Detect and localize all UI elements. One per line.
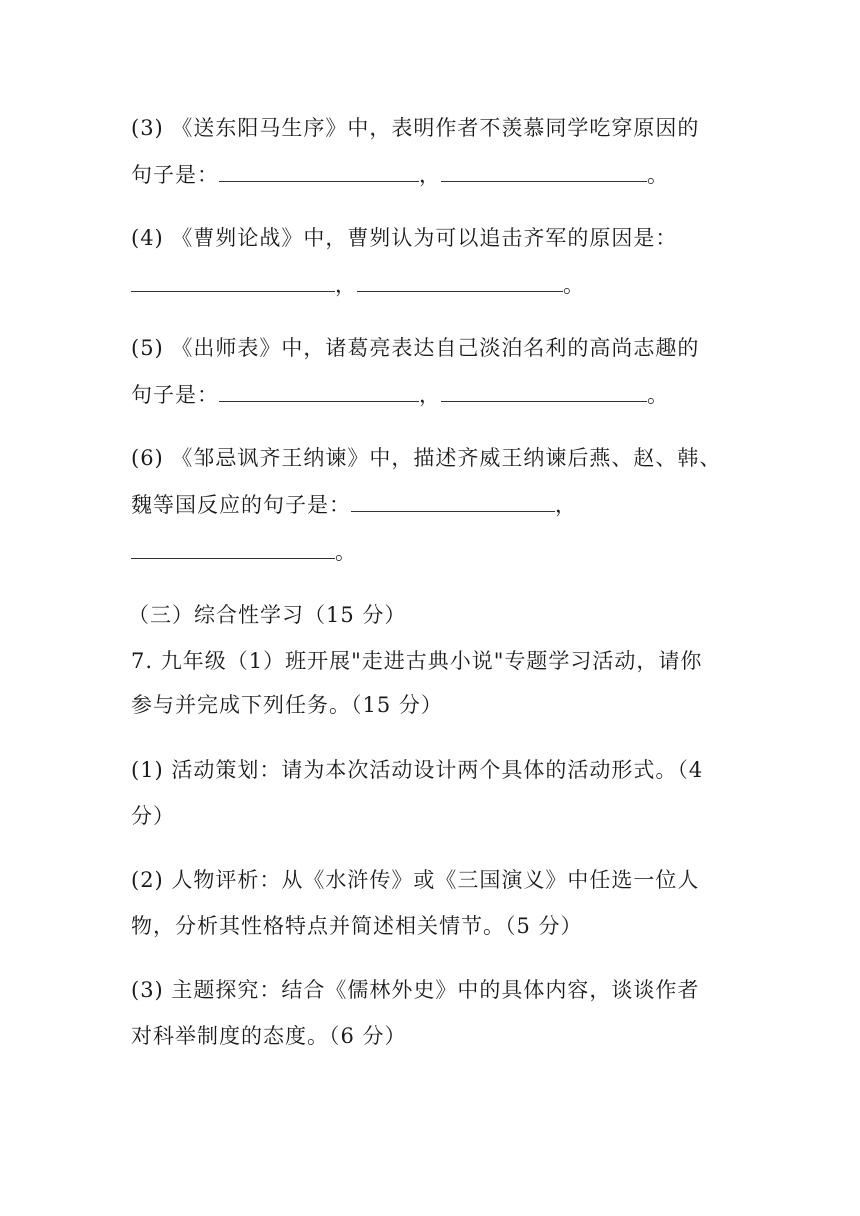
q7-2-line1: (2) 人物评析：从《水浒传》或《三国演义》中任选一位人 [131,868,700,892]
q6-period: 。 [335,540,357,564]
q3-line2 [131,160,669,190]
q4-comma: ， [335,273,357,297]
q6-comma: ， [555,493,577,517]
q5-line2 [131,380,669,410]
q7-3-line1: (3) 主题探究：结合《儒林外史》中的具体内容，谈谈作者 [131,978,700,1002]
q6-line1: (6) 《邹忌讽齐王纳谏》中，描述齐威王纳谏后燕、赵、韩、 [131,446,722,470]
q4-blank-2[interactable] [357,271,563,292]
q6-prefix: 魏等国反应的句子是： [131,493,351,517]
q7-line2: 参与并完成下列任务。（15 分） [131,693,443,717]
q3-line1: (3) 《送东阳马生序》中，表明作者不羡慕同学吃穿原因的 [131,116,700,140]
q7-1-line2: 分） [131,804,175,828]
q3-period: 。 [647,163,669,187]
q4-line2 [131,270,585,300]
q7-2-line2: 物，分析其性格特点并简述相关情节。（5 分） [131,914,583,938]
q3-blank-1[interactable] [219,161,419,182]
q5-blank-2[interactable] [441,381,647,402]
q7-1-line1: (1) 活动策划：请为本次活动设计两个具体的活动形式。（4 [131,758,704,782]
q5-comma: ， [419,383,441,407]
q4-line1: (4) 《曹刿论战》中，曹刿认为可以追击齐军的原因是： [131,226,678,250]
q5-line1: (5) 《出师表》中，诸葛亮表达自己淡泊名利的高尚志趣的 [131,336,700,360]
q4-blank-1[interactable] [131,271,335,292]
q3-comma: ， [419,163,441,187]
q3-prefix: 句子是： [131,163,219,187]
q7-3-line2: 对科举制度的态度。（6 分） [131,1024,407,1048]
q5-blank-1[interactable] [219,381,419,402]
q7-line1: 7. 九年级（1）班开展"走进古典小说"专题学习活动，请你 [131,649,703,673]
section-title: （三）综合性学习（15 分） [128,603,407,627]
q5-prefix: 句子是： [131,383,219,407]
q6-blank-2[interactable] [131,538,335,559]
q6-line2 [131,490,577,520]
q3-blank-2[interactable] [441,161,647,182]
q6-line3 [131,537,357,567]
q6-blank-1[interactable] [351,491,555,512]
q5-period: 。 [647,383,669,407]
q4-period: 。 [563,273,585,297]
